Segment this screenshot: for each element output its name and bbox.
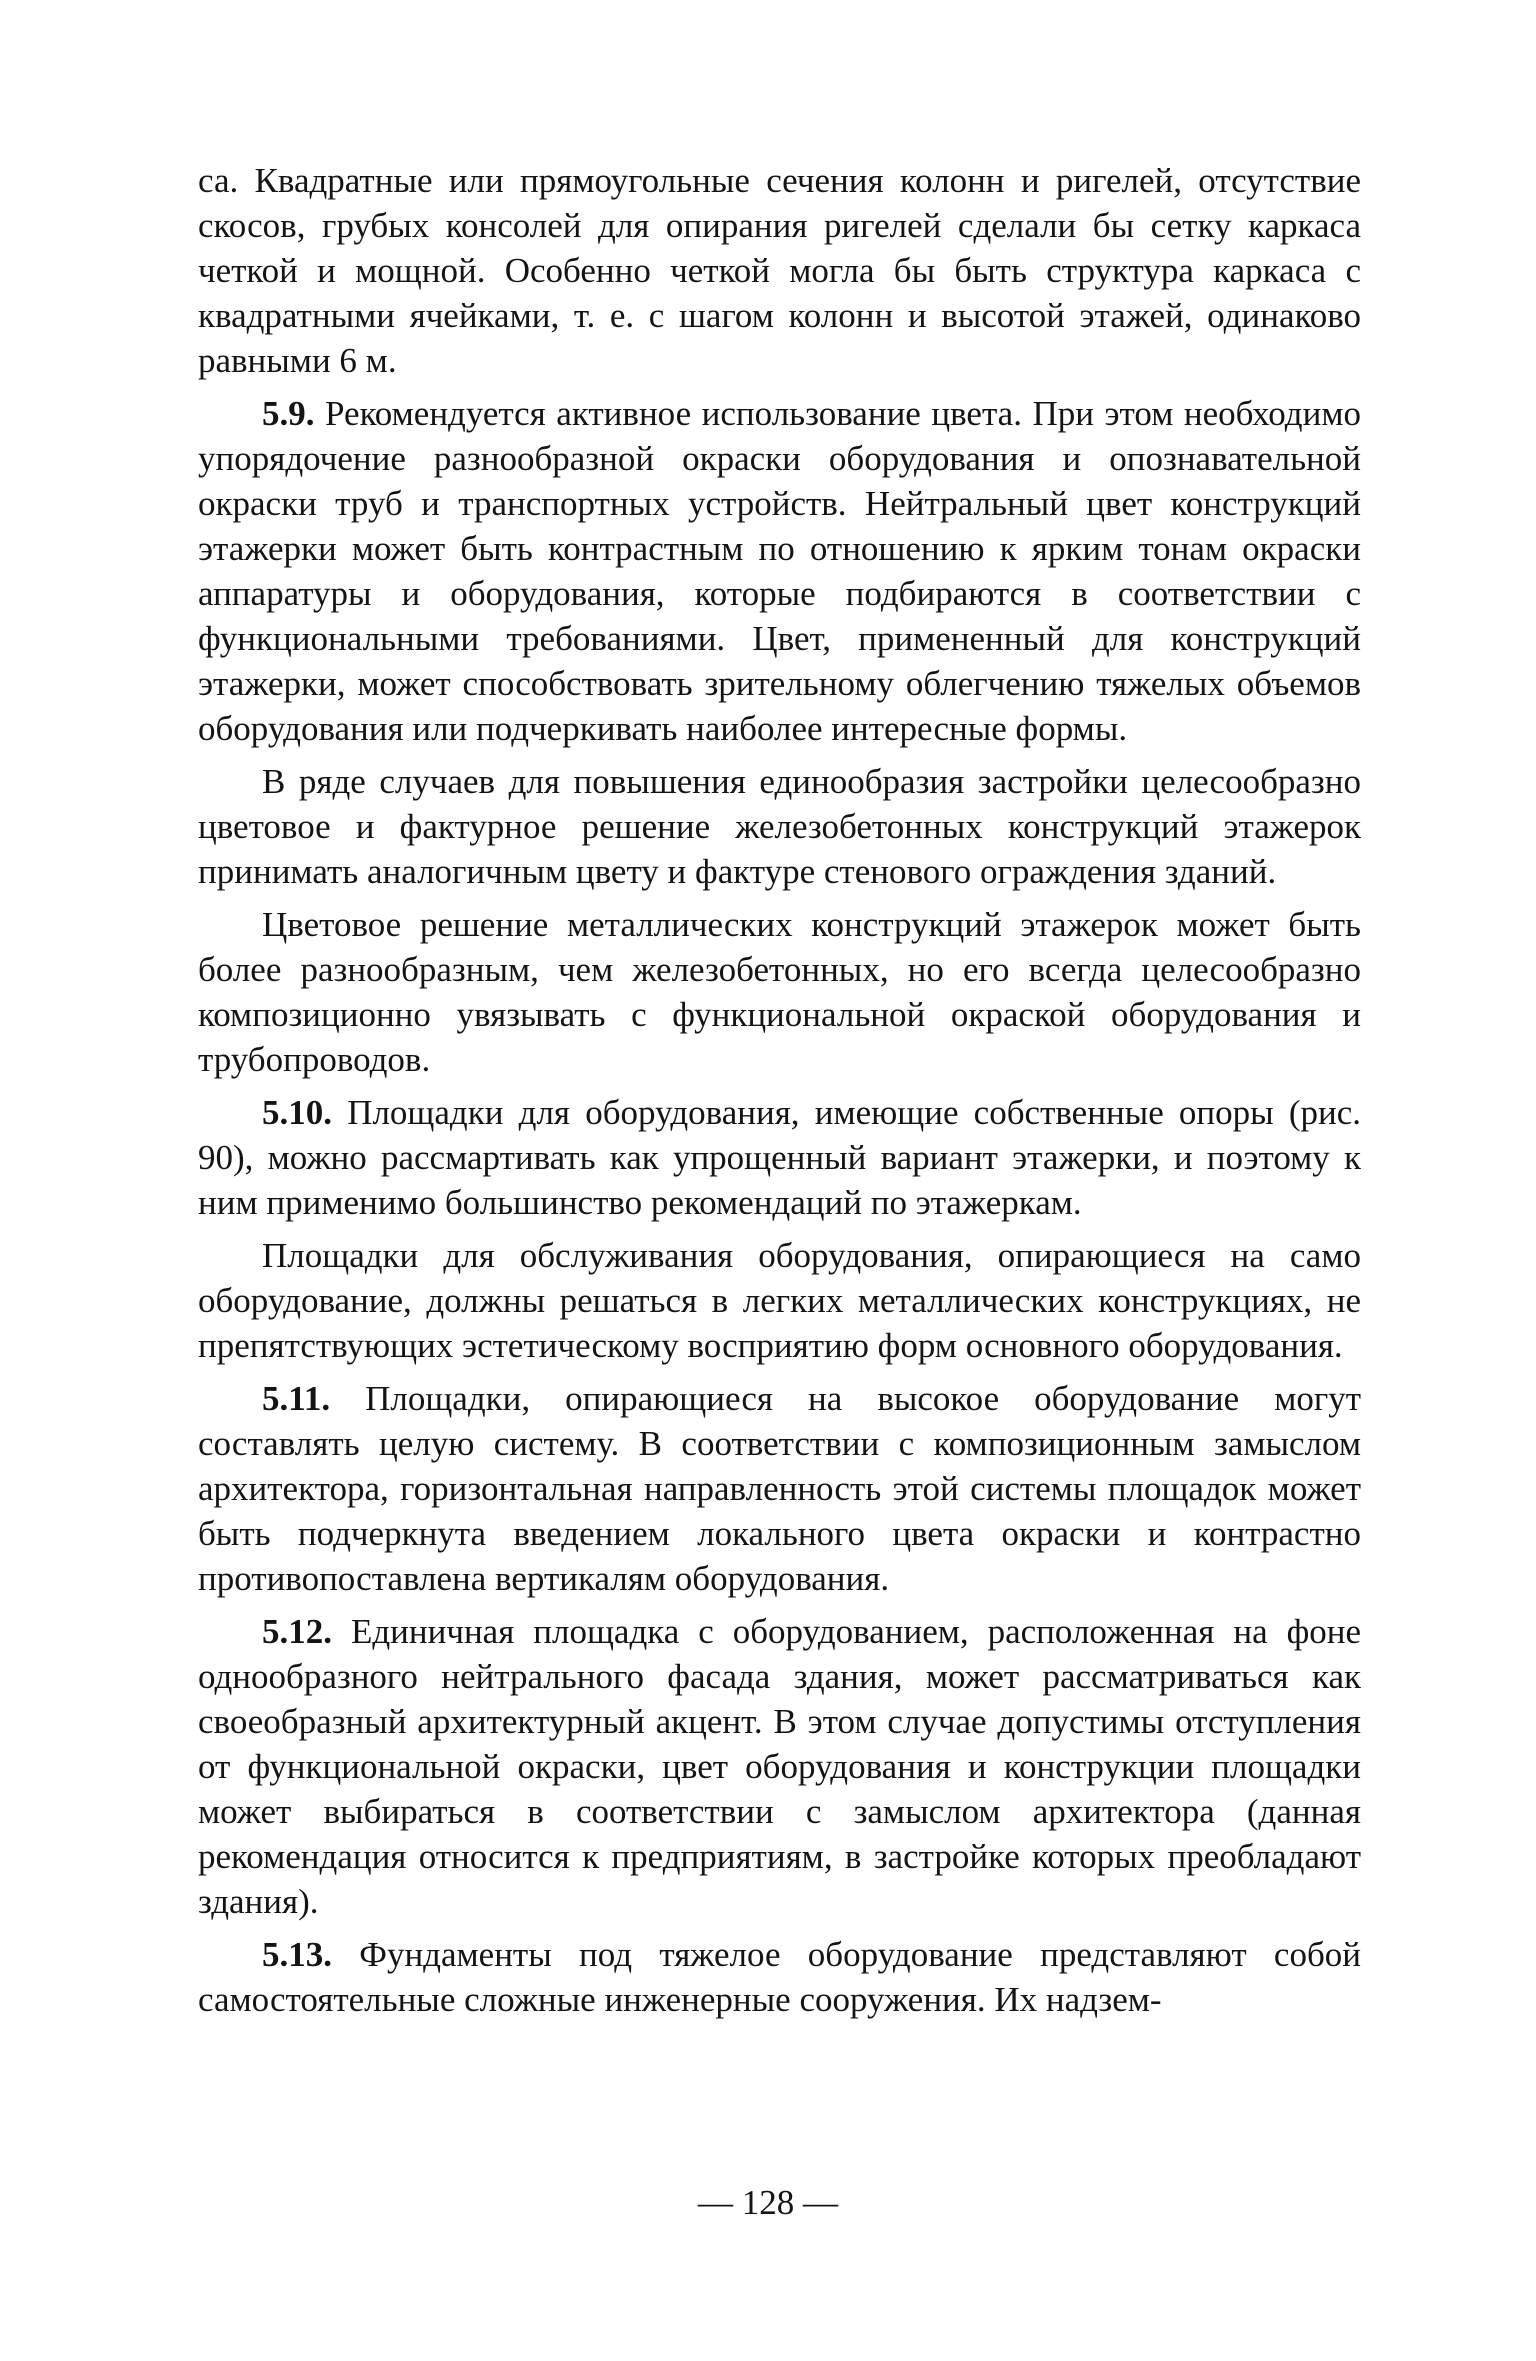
body-text [198, 158, 1361, 2022]
page-number: — 128 — [698, 2183, 838, 2222]
paragraph-text: Площадки для оборудования, имеющие собственные опоры (рис. 90), можно рассмартивать как упрощенный вариант этажерки, и поэтому к ним применимо большинство рекомендаций по этажеркам. [198, 1093, 1362, 1222]
section-number: 5.13. [262, 1935, 332, 1974]
paragraph-continuation [198, 158, 1361, 383]
paragraph-text: Цветовое решение металлических конструкций этажерок может быть более разнообразным, чем железобетонных, но его всегда целесообразно композиционно увязывать с функциональной окраской оборудования и трубопроводов. [198, 905, 1361, 1079]
section-number: 5.12. [262, 1612, 332, 1651]
paragraph [198, 759, 1361, 894]
paragraph-5-11 [198, 1376, 1361, 1601]
paragraph-text: Фундаменты под тяжелое оборудование представляют собой самостоятельные сложные инженерные сооружения. Их надзем- [198, 1935, 1361, 2019]
section-number: 5.11. [262, 1379, 331, 1418]
paragraph-text: Площадки для обслуживания оборудования, опирающиеся на само оборудование, должны решаться в легких металлических конструкциях, не препятствующих эстетическому восприятию форм основного оборудования. [198, 1236, 1361, 1365]
paragraph-5-9 [198, 391, 1361, 751]
section-number: 5.9. [262, 394, 315, 433]
section-number: 5.10. [262, 1093, 332, 1132]
paragraph [198, 1233, 1361, 1368]
paragraph-5-12 [198, 1609, 1361, 1924]
paragraph-text: В ряде случаев для повышения единообразия застройки целесообразно цветовое и фактурное решение железобетонных конструкций этажерок принимать аналогичным цвету и фактуре стенового ограждения зданий. [198, 762, 1361, 891]
paragraph-text: Рекомендуется активное использование цвета. При этом необходимо упорядочение разнообразной окраски оборудования и опознавательной окраски труб и транспортных устройств. Нейтральный цвет конструкций этажерки может быть контрастным по отношению к ярким тонам окраски аппаратуры и оборудования, которые подбираются в соответствии с функциональными требованиями. Цвет, примененный для конструкций этажерки, может способствовать зрительному облегчению тяжелых объемов оборудования или подчеркивать наиболее интересные формы. [198, 394, 1361, 748]
paragraph-text: Единичная площадка с оборудованием, расположенная на фоне однообразного нейтрального фасада здания, может рассматриваться как своеобразный архитектурный акцент. В этом случае допустимы отступления от функциональной окраски, цвет оборудования и конструкции площадки может выбираться в соответствии с замыслом архитектора (данная рекомендация относится к предприятиям, в застройке которых преобладают здания). [198, 1612, 1362, 1921]
paragraph [198, 902, 1361, 1082]
paragraph-text: Площадки, опирающиеся на высокое оборудование могут составлять целую систему. В соответствии с композиционным замыслом архитектора, горизонтальная направленность этой системы площадок может быть подчеркнута введением локального цвета окраски и контрастно противопоставлена вертикалям оборудования. [198, 1379, 1361, 1598]
paragraph-text: са. Квадратные или прямоугольные сечения колонн и ригелей, отсутствие скосов, грубых консолей для опирания ригелей сделали бы сетку каркаса четкой и мощной. Особенно четкой могла бы быть структура каркаса с квадратными ячейками, т. е. с шагом колонн и высотой этажей, одинаково равными 6 м. [198, 161, 1361, 380]
paragraph-5-13 [198, 1932, 1361, 2022]
paragraph-5-10 [198, 1090, 1361, 1225]
